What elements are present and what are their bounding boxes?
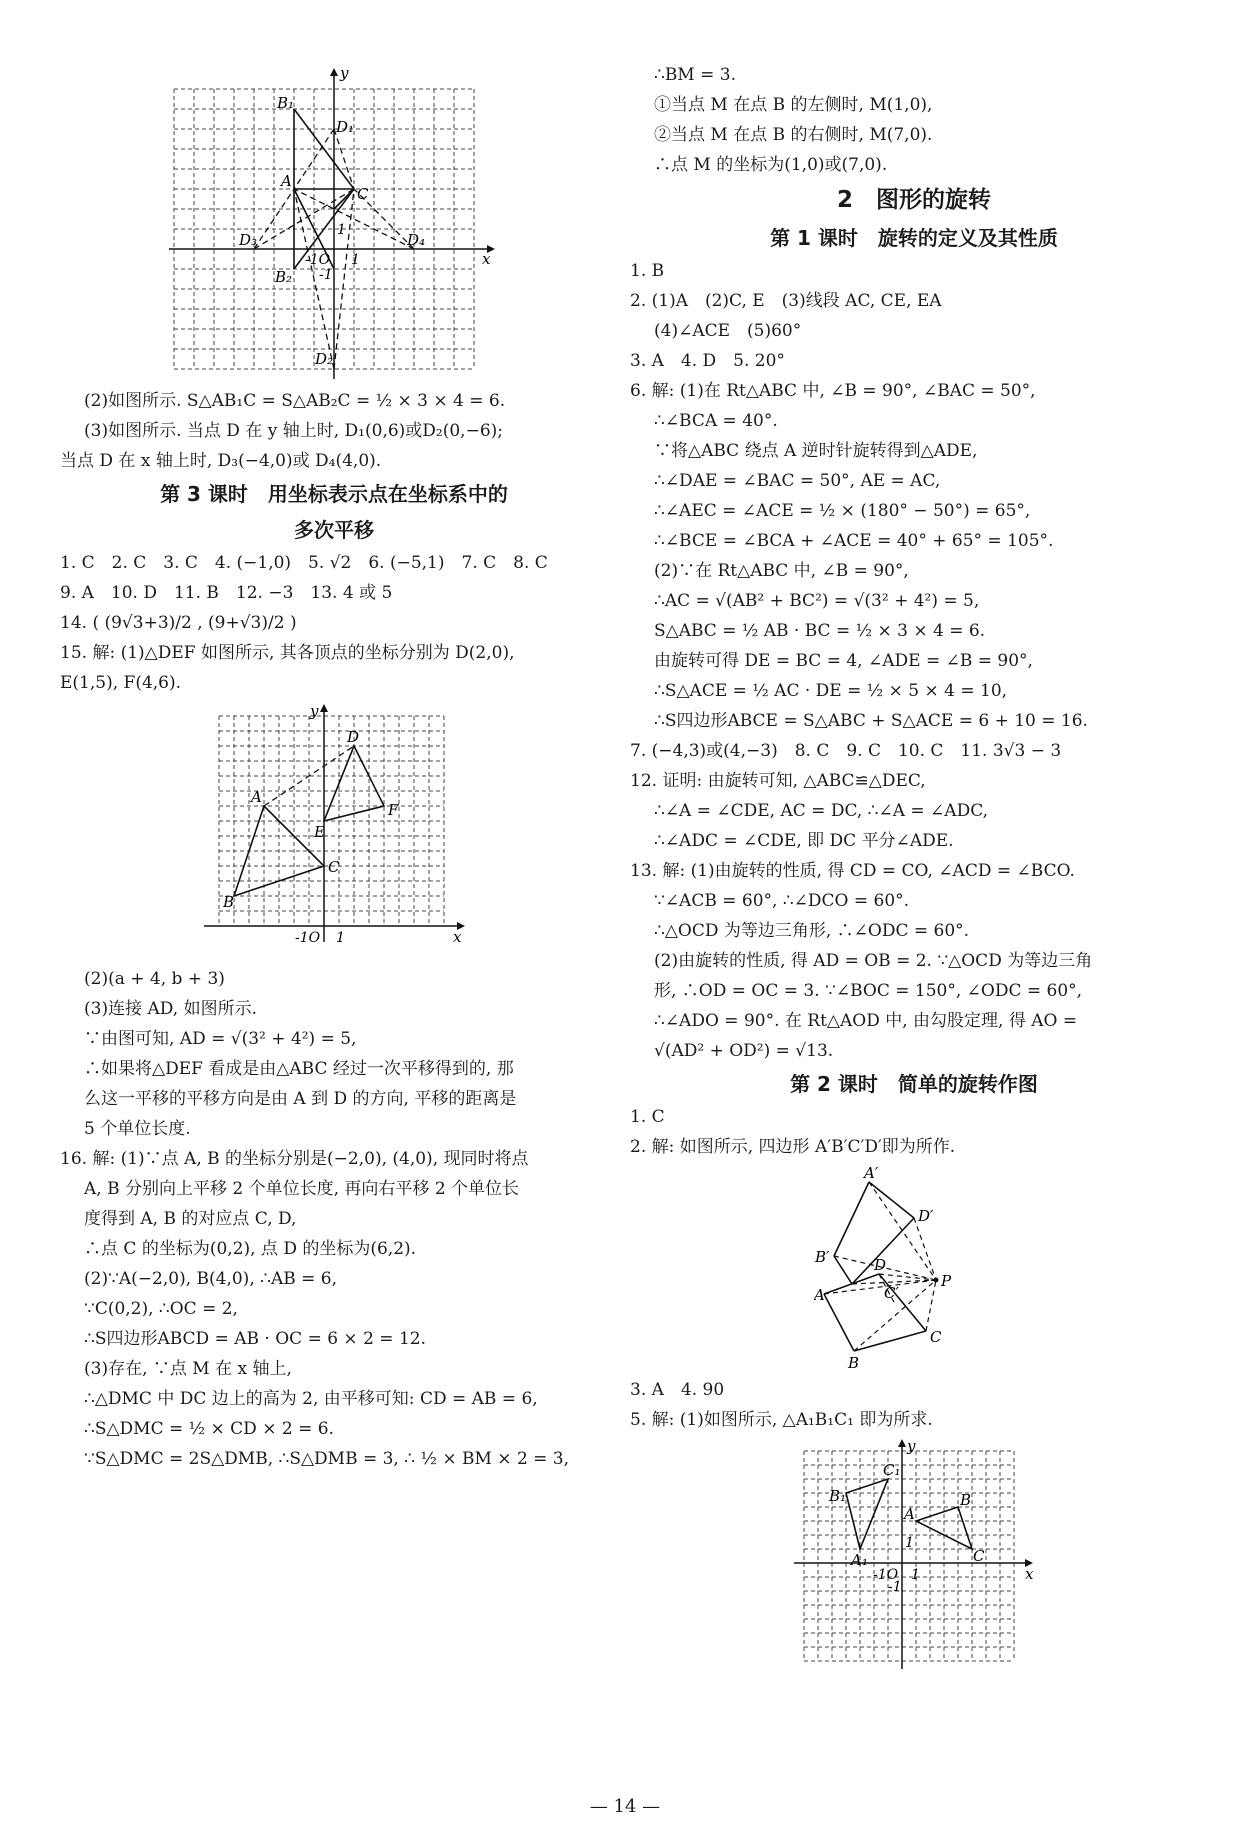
- y-axis-arrow: [330, 68, 338, 76]
- line-l14: 5 个单位长度.: [84, 1119, 191, 1139]
- label-E: E: [314, 823, 325, 841]
- line-l15: 16. 解: (1)∵点 A, B 的坐标分别是(−2,0), (4,0), 现同时将点: [60, 1149, 529, 1169]
- line-r33: 2. 解: 如图所示, 四边形 A′B′C′D′即为所作.: [630, 1137, 956, 1157]
- line-r16: ∴AC = √(AB² + BC²) = √(3² + 4²) = 5,: [654, 591, 980, 611]
- line-l10: (3)连接 AD, 如图所示.: [84, 999, 257, 1019]
- triangle-A1B1C1: [846, 1479, 888, 1549]
- label-D: D: [874, 1256, 887, 1274]
- line-l11: ∵由图可知, AD = √(3² + 4²) = 5,: [84, 1029, 357, 1049]
- figure-coordinate-grid-1: [169, 64, 499, 382]
- label-A1: A₁: [851, 1551, 868, 1569]
- line-r30: ∴∠ADO = 90°. 在 Rt△AOD 中, 由勾股定理, 得 AO =: [654, 1011, 1078, 1031]
- line-r20: ∴S四边形ABCE = S△ABC + S△ACE = 6 + 10 = 16.: [654, 711, 1088, 731]
- left-column: [60, 60, 608, 1474]
- line-l21: ∴S四边形ABCD = AB · OC = 6 × 2 = 12.: [84, 1329, 426, 1349]
- line-r34: 3. A 4. 90: [630, 1380, 725, 1400]
- label-C: C: [973, 1547, 985, 1565]
- heading-lesson-3-a: 第 3 课时 用坐标表示点在坐标系中的: [160, 482, 508, 506]
- line-l09: (2)(a + 4, b + 3): [84, 969, 225, 989]
- label-one-x: 1: [351, 252, 360, 268]
- label-P: P: [941, 1272, 952, 1290]
- point-P: [934, 1278, 939, 1283]
- line-r21: 7. (−4,3)或(4,−3) 8. C 9. C 10. C 11. 3√3 − 3: [630, 741, 1062, 761]
- label-C: C: [930, 1328, 942, 1346]
- figure-coordinate-grid-3: [789, 1439, 1039, 1671]
- label-B-prime: B′: [815, 1248, 830, 1266]
- heading-lesson-3-b: 多次平移: [294, 518, 374, 542]
- line-l07: 15. 解: (1)△DEF 如图所示, 其各顶点的坐标分别为 D(2,0),: [60, 643, 515, 663]
- line-l25: ∵S△DMC = 2S△DMB, ∴S△DMB = 3, ∴ ½ × BM × 2 = 3,: [84, 1449, 570, 1469]
- heading-section-2: 2 图形的旋转: [836, 187, 991, 213]
- label-D: D: [347, 728, 360, 746]
- line-r10: ∴∠BCA = 40°.: [654, 411, 778, 431]
- line-l18: ∴点 C 的坐标为(0,2), 点 D 的坐标为(6,2).: [84, 1239, 417, 1259]
- figure-rotation-quadrilateral: [814, 1166, 1014, 1371]
- line-l02: (3)如图所示. 当点 D 在 y 轴上时, D₁(0,6)或D₂(0,−6);: [84, 421, 504, 441]
- line-r11: ∵将△ABC 绕点 A 逆时针旋转得到△ADE,: [654, 441, 978, 461]
- label-one-y: 1: [337, 222, 346, 238]
- right-column: [630, 60, 1198, 1675]
- line-r17: S△ABC = ½ AB · BC = ½ × 3 × 4 = 6.: [654, 621, 986, 641]
- line-r23: ∴∠A = ∠CDE, AC = DC, ∴∠A = ∠ADC,: [654, 801, 989, 821]
- line-l08: E(1,5), F(4,6).: [60, 673, 182, 693]
- line-r35: 5. 解: (1)如图所示, △A₁B₁C₁ 即为所求.: [630, 1410, 933, 1430]
- line-l03: 当点 D 在 x 轴上时, D₃(−4,0)或 D₄(4,0).: [60, 451, 382, 471]
- line-r26: ∵∠ACB = 60°, ∴∠DCO = 60°.: [654, 891, 910, 911]
- label-B1: B₁: [829, 1487, 847, 1505]
- label-B: B: [223, 893, 235, 911]
- line-r09: 6. 解: (1)在 Rt△ABC 中, ∠B = 90°, ∠BAC = 50°,: [630, 381, 1036, 401]
- label-one-x: 1: [911, 1567, 920, 1583]
- line-l04: 1. C 2. C 3. C 4. (−1,0) 5. √2 6. (−5,1) 7. C 8. C: [60, 553, 548, 573]
- label-axis-y: y: [907, 1439, 916, 1455]
- line-l20: ∵C(0,2), ∴OC = 2,: [84, 1299, 238, 1319]
- line-r01: ∴BM = 3.: [654, 65, 736, 85]
- line-r14: ∴∠BCE = ∠BCA + ∠ACE = 40° + 65° = 105°.: [654, 531, 1054, 551]
- line-l13: 么这一平移的平移方向是由 A 到 D 的方向, 平移的距离是: [84, 1089, 517, 1109]
- line-l23: ∴△DMC 中 DC 边上的高为 2, 由平移可知: CD = AB = 6,: [84, 1389, 538, 1409]
- label-C1: C₁: [883, 1461, 901, 1479]
- label-D2: D₂: [315, 350, 334, 368]
- line-r15: (2)∵在 Rt△ABC 中, ∠B = 90°,: [654, 561, 909, 581]
- label-B: B: [848, 1354, 860, 1371]
- line-r12: ∴∠DAE = ∠BAC = 50°, AE = AC,: [654, 471, 941, 491]
- line-r02: ①当点 M 在点 B 的左侧时, M(1,0),: [654, 95, 933, 115]
- grid-lines: [219, 716, 444, 926]
- figure-coordinate-grid-2: [199, 702, 469, 960]
- line-l05: 9. A 10. D 11. B 12. −3 13. 4 或 5: [60, 583, 393, 603]
- line-r19: ∴S△ACE = ½ AC · DE = ½ × 5 × 4 = 10,: [654, 681, 1008, 701]
- line-l24: ∴S△DMC = ½ × CD × 2 = 6.: [84, 1419, 334, 1439]
- label-origin: -1O: [295, 930, 321, 946]
- label-axis-x: x: [1025, 1565, 1034, 1583]
- label-axis-y: y: [310, 702, 319, 720]
- line-r04: ∴点 M 的坐标为(1,0)或(7,0).: [654, 155, 888, 175]
- line-r24: ∴∠ADC = ∠CDE, 即 DC 平分∠ADE.: [654, 831, 954, 851]
- label-B2: B₂: [275, 268, 293, 286]
- label-B: B: [960, 1491, 972, 1509]
- line-l01: (2)如图所示. S△AB₁C = S△AB₂C = ½ × 3 × 4 = 6.: [84, 391, 506, 411]
- line-r13: ∴∠AEC = ∠ACE = ½ × (180° − 50°) = 65°,: [654, 501, 1031, 521]
- line-r18: 由旋转可得 DE = BC = 4, ∠ADE = ∠B = 90°,: [654, 651, 1033, 671]
- label-origin: -1O: [873, 1567, 899, 1583]
- label-axis-x: x: [482, 250, 491, 268]
- label-axis-x: x: [453, 928, 462, 946]
- label-D4: D₄: [407, 231, 426, 249]
- label-F: F: [388, 801, 399, 819]
- heading-lesson-1: 第 1 课时 旋转的定义及其性质: [770, 226, 1058, 250]
- label-C: C: [357, 185, 369, 203]
- y-axis-arrow: [320, 704, 328, 712]
- y-axis-arrow: [898, 1439, 906, 1447]
- label-one-y: 1: [905, 1535, 914, 1551]
- line-r25: 13. 解: (1)由旋转的性质, 得 CD = CO, ∠ACD = ∠BCO.: [630, 861, 1075, 881]
- line-r22: 12. 证明: 由旋转可知, △ABC≌△DEC,: [630, 771, 926, 791]
- label-A: A: [904, 1505, 915, 1523]
- line-l19: (2)∵A(−2,0), B(4,0), ∴AB = 6,: [84, 1269, 337, 1289]
- line-r07: (4)∠ACE (5)60°: [654, 321, 802, 341]
- label-origin: -1O: [305, 252, 331, 268]
- label-B1: B₁: [277, 94, 295, 112]
- line-l12: ∴如果将△DEF 看成是由△ABC 经过一次平移得到的, 那: [84, 1059, 514, 1079]
- line-l17: 度得到 A, B 的对应点 C, D,: [84, 1209, 297, 1229]
- line-l06: 14. ( (9√3+3)/2 , (9+√3)/2 ): [60, 613, 297, 633]
- line-r27: ∴△OCD 为等边三角形, ∴∠ODC = 60°.: [654, 921, 970, 941]
- label-A-prime: A′: [864, 1166, 879, 1182]
- line-r32: 1. C: [630, 1107, 665, 1127]
- label-neg-one: -1: [888, 1579, 902, 1595]
- label-D3: D₃: [239, 231, 258, 249]
- page-number: — 14 —: [589, 1796, 661, 1817]
- label-one: 1: [336, 930, 345, 946]
- line-l22: (3)存在, ∵点 M 在 x 轴上,: [84, 1359, 292, 1379]
- line-r03: ②当点 M 在点 B 的右侧时, M(7,0).: [654, 125, 933, 145]
- label-A: A: [281, 172, 292, 190]
- label-neg-one: -1: [319, 267, 333, 283]
- line-r06: 2. (1)A (2)C, E (3)线段 AC, CE, EA: [630, 291, 942, 311]
- line-r29: 形, ∴OD = OC = 3. ∵∠BOC = 150°, ∠ODC = 60°,: [654, 981, 1083, 1001]
- label-C: C: [328, 858, 340, 876]
- label-axis-y: y: [340, 64, 349, 82]
- heading-lesson-2: 第 2 课时 简单的旋转作图: [790, 1072, 1038, 1096]
- label-D1: D₁: [336, 118, 355, 136]
- label-A: A: [251, 788, 262, 806]
- line-r05: 1. B: [630, 261, 665, 281]
- line-l16: A, B 分别向上平移 2 个单位长度, 再向右平移 2 个单位长: [84, 1179, 520, 1199]
- line-r08: 3. A 4. D 5. 20°: [630, 351, 785, 371]
- line-r31: √(AD² + OD²) = √13.: [654, 1041, 834, 1061]
- label-D-prime: D′: [918, 1207, 934, 1225]
- label-C-prime: C′: [884, 1284, 899, 1302]
- label-A: A: [814, 1286, 825, 1304]
- line-r28: (2)由旋转的性质, 得 AD = OB = 2. ∵△OCD 为等边三角: [654, 951, 1093, 971]
